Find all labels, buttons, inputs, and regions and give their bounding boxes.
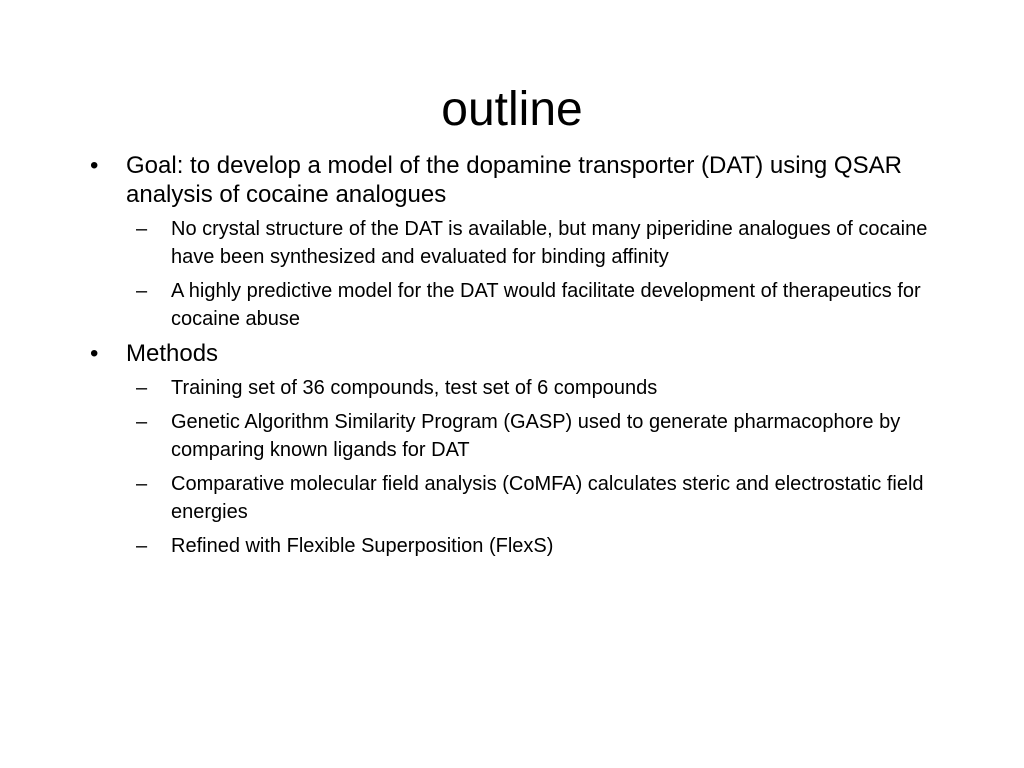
sub-bullet-text: Comparative molecular field analysis (CoMFA) calculates steric and electrostatic field energies [171,473,924,523]
dash-marker: – [136,218,148,240]
sub-bullet-text: Genetic Algorithm Similarity Program (GASP) used to generate pharmacophore by comparing known ligands for DAT [171,411,901,461]
sub-bullet-text: A highly predictive model for the DAT would facilitate development of therapeutics for cocaine abuse [171,280,921,330]
sub-list-methods [136,374,950,560]
sub-bullet-training-set [136,374,950,402]
slide-title: outline [441,83,583,136]
sub-bullet-flexs [136,532,950,560]
sub-bullet-gasp [136,408,950,464]
dash-marker: – [136,377,148,399]
dash-marker: – [136,411,148,433]
bullet-goal [90,151,950,209]
sub-list-goal [136,215,950,333]
sub-bullet-text: Refined with Flexible Superposition (FlexS) [171,535,554,557]
sub-bullet-crystal-structure [136,215,950,271]
sub-bullet-text: No crystal structure of the DAT is available, but many piperidine analogues of cocaine have been synthesized and evaluated for binding affinity [171,218,928,268]
dash-marker: – [136,280,148,302]
bullet-marker: • [90,340,99,367]
sub-bullet-predictive-model [136,277,950,333]
sub-bullet-comfa [136,470,950,526]
sub-bullet-text: Training set of 36 compounds, test set of 6 compounds [171,377,658,399]
slide-body [90,151,950,566]
dash-marker: – [136,473,148,495]
bullet-marker: • [90,152,99,179]
bullet-text: Goal: to develop a model of the dopamine transporter (DAT) using QSAR analysis of cocaine analogues [126,152,902,208]
bullet-text: Methods [126,340,219,367]
bullet-methods [90,339,950,368]
dash-marker: – [136,535,148,557]
